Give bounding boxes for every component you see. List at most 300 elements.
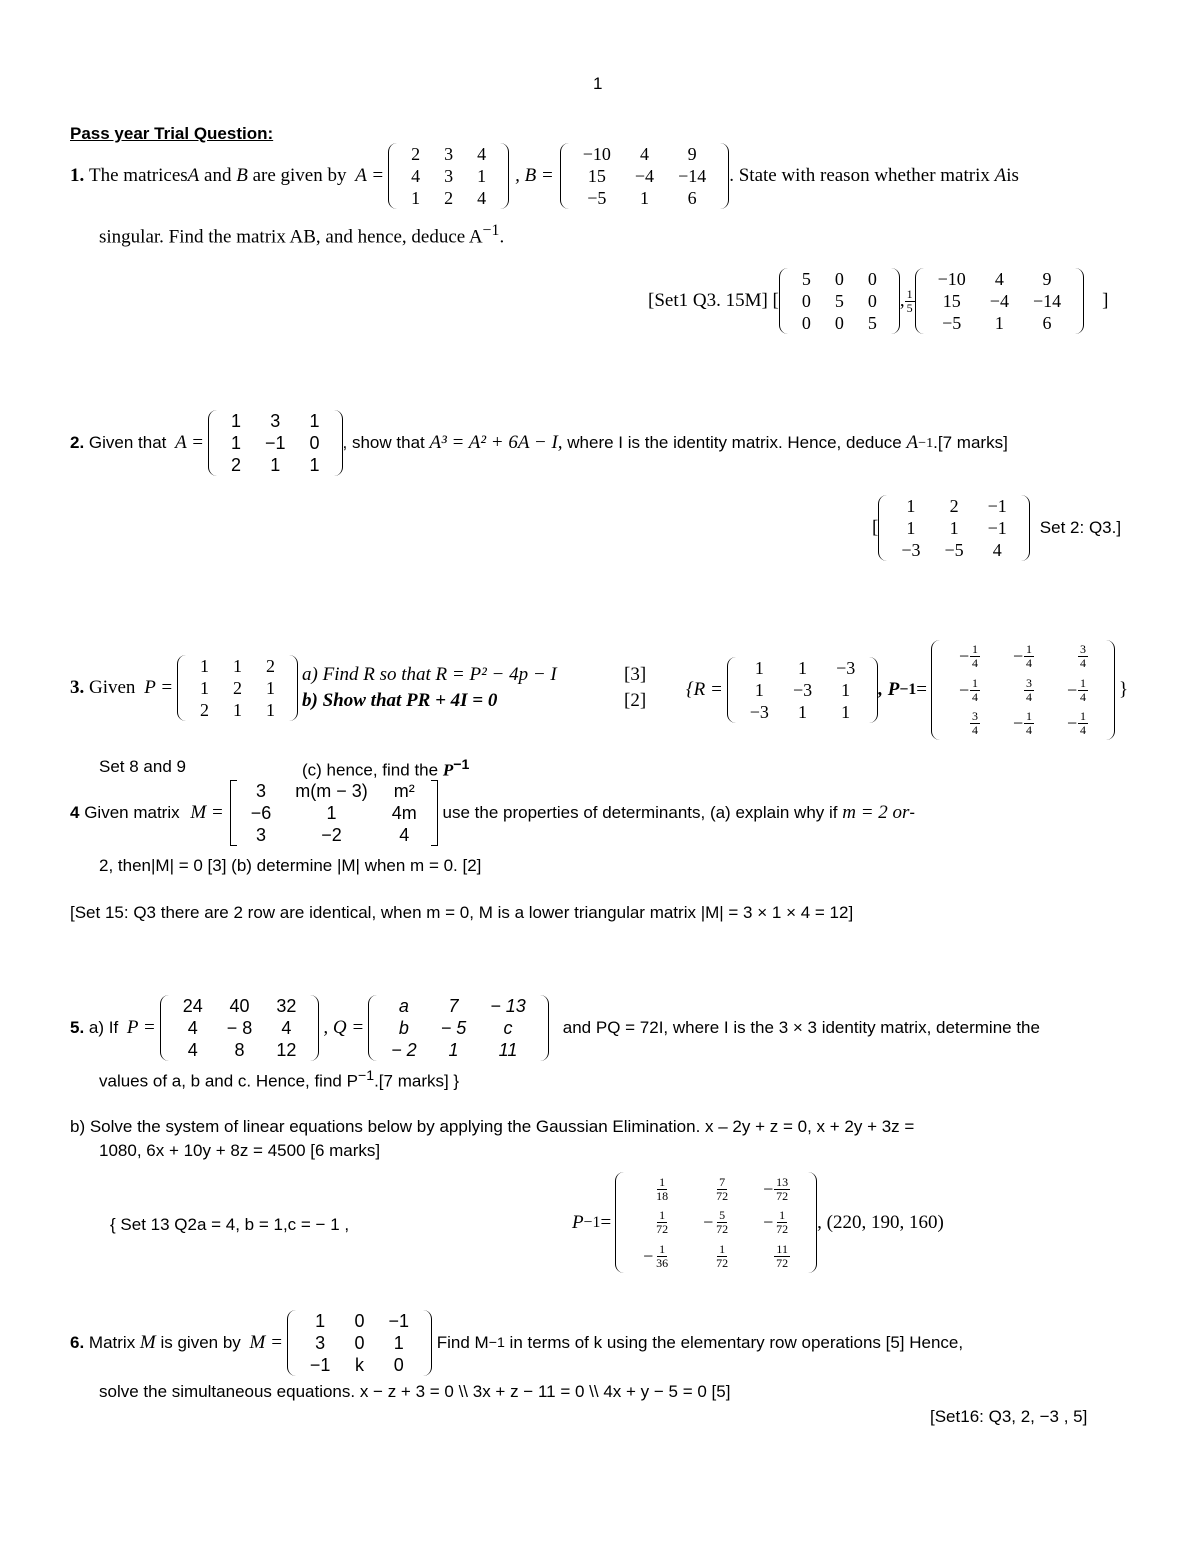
matrix-cell: 1 (448, 1040, 459, 1060)
equals-label: A = (175, 432, 204, 453)
matrix-cell (996, 640, 1050, 673)
matrix-cell: −14 (1032, 291, 1062, 311)
matrix-cell (686, 1172, 746, 1205)
numerator: 1 (719, 1241, 726, 1256)
matrix-cell: 0 (309, 433, 320, 453)
matrix-cell: 4 (477, 188, 487, 208)
matrix-row (626, 1239, 806, 1272)
fraction (970, 643, 980, 670)
superscript: −1 (583, 1213, 601, 1231)
matrix-cell: m² (393, 781, 415, 801)
question-number: 4 (70, 803, 80, 822)
matrix-cell: 3 (444, 144, 454, 164)
p-inverse-label: P (572, 1211, 584, 1233)
text: values of a, b and c. Hence, find P (99, 1071, 358, 1091)
matrix-cell: 1 (309, 411, 320, 431)
matrix-cell: 0 (393, 1355, 404, 1375)
equals-label: M = (190, 802, 224, 823)
numerator: 1 (779, 1208, 786, 1223)
matrix-row (219, 410, 332, 432)
matrix-cell: 9 (687, 144, 697, 164)
matrix-cell: 11 (498, 1040, 518, 1060)
text: . (499, 226, 505, 248)
matrix-row (171, 1017, 309, 1039)
matrix-row (379, 1039, 538, 1061)
matrix-row (239, 824, 429, 846)
matrix-cell: 1 (477, 166, 487, 186)
matrix-cell: 40 (229, 996, 250, 1016)
matrix-cell: 4 (399, 825, 410, 845)
denominator: 4 (972, 689, 979, 704)
numerator: 13 (776, 1174, 789, 1189)
matrix-cell: 3 (270, 411, 281, 431)
matrix-cell: −3 (836, 658, 856, 678)
matrix-row (926, 268, 1073, 290)
matrix-row (188, 655, 287, 677)
matrix-a (208, 410, 343, 476)
denominator: 4 (1026, 723, 1033, 738)
fraction (1024, 677, 1034, 704)
text: Find M (432, 1333, 489, 1352)
denominator: 36 (656, 1255, 669, 1270)
matrix-cell: 6 (687, 188, 697, 208)
matrix-cell: 1 (233, 700, 243, 720)
numerator: 3 (1026, 675, 1033, 690)
fraction (1078, 710, 1088, 737)
matrix-cell (626, 1206, 686, 1239)
denominator: 5 (906, 300, 913, 315)
question-3-part-c (302, 757, 469, 781)
matrix-cell: −10 (582, 144, 611, 164)
marks: .[7 marks] (933, 433, 1008, 452)
matrix-cell: 1 (841, 680, 851, 700)
answer-matrix-1 (779, 268, 900, 334)
matrix-row (188, 699, 287, 721)
matrix-cell: 3 (315, 1333, 326, 1353)
matrix-cell: −5 (944, 540, 964, 560)
matrix-p (160, 995, 320, 1061)
matrix-cell (1050, 707, 1104, 740)
matrix-cell (996, 673, 1050, 706)
denominator: 72 (776, 1255, 789, 1270)
matrix-cell: 1 (754, 658, 764, 678)
matrix-cell: −4 (989, 291, 1009, 311)
matrix-row (219, 454, 332, 476)
matrix-cell (942, 707, 996, 740)
answer-prefix: [ (872, 517, 879, 538)
numerator: 3 (1080, 642, 1087, 657)
question-number: 2. (70, 433, 85, 452)
text: - (909, 803, 916, 822)
answer-matrix-p-inverse (931, 640, 1115, 740)
matrix-q (368, 995, 549, 1061)
matrix-cell: 4 (411, 166, 421, 186)
equals-label: M = (249, 1332, 283, 1353)
question-2-answer (872, 495, 1121, 561)
question-3-answer (686, 630, 1128, 750)
numerator: 3 (972, 709, 979, 724)
fraction (654, 1243, 670, 1270)
matrix-row (942, 707, 1104, 740)
matrix-p (177, 655, 298, 721)
matrix-cell: −14 (678, 166, 707, 186)
part-b: b) Show that PR + 4I = 0 (302, 690, 498, 711)
matrix-cell (746, 1206, 806, 1239)
equals-label: P = (126, 1017, 156, 1038)
matrix-row (219, 432, 332, 454)
matrix-cell: −2 (321, 825, 342, 845)
matrix-cell (686, 1239, 746, 1272)
denominator: 72 (716, 1255, 729, 1270)
equals-label: A = (355, 165, 385, 186)
matrix-cell: −3 (749, 702, 769, 722)
numerator: 1 (659, 1208, 666, 1223)
matrix-cell: 1 (266, 700, 276, 720)
matrix-cell: −1 (264, 433, 286, 453)
matrix-cell: −5 (587, 188, 607, 208)
text: and PQ = 72I, where I is the 3 × 3 identity matrix, determine the (562, 1018, 1040, 1037)
text: The matrices (89, 165, 188, 186)
matrix-cell: −1 (987, 496, 1007, 516)
text: is given by (155, 1333, 246, 1352)
matrix-cell: 3 (255, 781, 266, 801)
equals-label: , B = (515, 165, 554, 186)
denominator: 4 (1026, 689, 1033, 704)
matrix-cell: 6 (1042, 313, 1052, 333)
matrix-cell: 1 (906, 518, 916, 538)
matrix-cell: 7 (448, 996, 459, 1016)
fraction (774, 1243, 790, 1270)
matrix-m (230, 780, 438, 846)
matrix-cell: 4 (992, 540, 1002, 560)
matrix-m (287, 1310, 432, 1376)
matrix-row (379, 1017, 538, 1039)
numerator: 1 (659, 1174, 666, 1189)
matrix-row (926, 312, 1073, 334)
matrix-cell: 0 (867, 291, 877, 311)
matrix-cell: 2 (411, 144, 421, 164)
matrix-row (171, 1039, 309, 1061)
matrix-row (926, 290, 1073, 312)
question-number: 1. (70, 165, 85, 186)
matrix-cell: a (398, 996, 409, 1016)
fraction (970, 710, 980, 737)
matrix-cell: − 8 (226, 1018, 253, 1038)
matrix-cell: 1 (230, 433, 241, 453)
matrix-cell: 0 (834, 313, 844, 333)
matrix-cell: 2 (266, 656, 276, 676)
answer-suffix: Set 2: Q3.] (1039, 518, 1122, 537)
superscript: −1 (453, 757, 470, 773)
superscript: −1 (357, 1068, 375, 1084)
matrix-cell: −5 (942, 313, 962, 333)
matrix-cell: 5 (834, 291, 844, 311)
matrix-cell: 4 (187, 1018, 198, 1038)
matrix-row (571, 165, 718, 187)
numerator: 11 (776, 1241, 788, 1256)
matrix-cell: 0 (801, 291, 811, 311)
question-5b-line1: b) Solve the system of linear equations below by applying the Gaussian Elimination. x – 2y + z = 0, x + 2y + 3z = (70, 1117, 915, 1136)
answer-r-label: {R = (686, 679, 723, 700)
matrix-cell (996, 707, 1050, 740)
question-6-line2: solve the simultaneous equations. x − z + 3 = 0 \\ 3x + z − 11 = 0 \\ 4x + y − 5 = 0 [5] (99, 1382, 731, 1401)
matrix-row (626, 1206, 806, 1239)
question-4-line (70, 780, 915, 846)
question-1-line2 (99, 222, 504, 248)
matrix-cell: 0 (867, 269, 877, 289)
matrix-cell: 1 (230, 411, 241, 431)
numerator: 1 (1026, 642, 1033, 657)
text: (c) hence, find the (302, 760, 443, 780)
text: . State with reason whether matrix (729, 165, 995, 186)
matrix-row (571, 187, 718, 209)
matrix-cell (626, 1172, 686, 1205)
matrix-b (560, 143, 729, 209)
sign: − (1012, 646, 1024, 667)
fraction (1078, 643, 1088, 670)
matrix-cell: 32 (276, 996, 297, 1016)
matrix-cell: 4 (994, 269, 1004, 289)
matrix-cell: 9 (1042, 269, 1052, 289)
denominator: 4 (1026, 656, 1033, 671)
matrix-cell: 0 (354, 1333, 365, 1353)
numerator: 5 (719, 1208, 726, 1223)
matrix-cell: −1 (987, 518, 1007, 538)
page-number: 1 (593, 74, 603, 93)
text: Given (84, 677, 141, 698)
matrix-row (942, 673, 1104, 706)
matrix-cell: 4 (639, 144, 649, 164)
question-2-line (70, 410, 1008, 476)
matrix-cell (1050, 640, 1104, 673)
matrix-cell: k (354, 1355, 364, 1375)
matrix-cell: 12 (276, 1040, 297, 1060)
fraction (774, 1176, 790, 1203)
matrix-cell: 1 (798, 658, 808, 678)
matrix-row (942, 640, 1104, 673)
matrix-row (239, 802, 429, 824)
sign: − (1066, 713, 1078, 734)
numerator: 1 (1026, 709, 1033, 724)
matrix-cell: m(m − 3) (295, 781, 368, 801)
sign: − (703, 1212, 714, 1233)
matrix-row (298, 1310, 421, 1332)
matrix-cell: 5 (867, 313, 877, 333)
equals-label: P = (144, 677, 174, 698)
matrix-cell: 1 (326, 803, 337, 823)
matrix-cell: 1 (906, 496, 916, 516)
answer-matrix-r (727, 657, 878, 723)
matrix-row (889, 539, 1018, 561)
matrix-a (388, 143, 509, 209)
answer-prefix: [Set1 Q3. 15M] [ (648, 290, 779, 311)
var-p: P (442, 760, 454, 780)
matrix-cell: c (503, 1018, 513, 1038)
question-4-answer: [Set 15: Q3 there are 2 row are identical, when m = 0, M is a lower triangular matrix |M| = 3 × 1 × 4 = 12] (70, 903, 854, 922)
var-a: A (906, 432, 919, 453)
matrix-cell: 2 (444, 188, 454, 208)
matrix-cell: 8 (234, 1040, 245, 1060)
matrix-row (571, 143, 718, 165)
text: where I is the identity matrix. Hence, deduce (562, 433, 907, 452)
text: .[7 marks] } (374, 1071, 460, 1091)
matrix-cell: 1 (233, 656, 243, 676)
separator: , (899, 290, 905, 311)
matrix-cell: 4 (281, 1018, 292, 1038)
sign: − (763, 1212, 774, 1233)
matrix-row (379, 995, 538, 1017)
matrix-cell: 0 (801, 313, 811, 333)
denominator: 4 (972, 656, 979, 671)
question-5-answer-p-inverse (572, 1160, 944, 1285)
matrix-cell: 1 (754, 680, 764, 700)
sign: − (958, 646, 970, 667)
matrix-cell: 1 (994, 313, 1004, 333)
question-6-line (70, 1310, 963, 1376)
matrix-cell (1050, 673, 1104, 706)
matrix-cell: 5 (801, 269, 811, 289)
equals-label: = (916, 679, 928, 700)
var-m: M (139, 1332, 156, 1353)
matrix-cell: 2 (949, 496, 959, 516)
matrix-cell: 1 (798, 702, 808, 722)
denominator: 4 (1080, 723, 1087, 738)
sign: − (958, 679, 970, 700)
matrix-row (399, 187, 498, 209)
matrix-cell: −3 (792, 680, 813, 700)
fraction (714, 1176, 730, 1203)
matrix-cell (626, 1239, 686, 1272)
sign: − (763, 1178, 774, 1199)
matrix-cell: − 13 (490, 996, 526, 1016)
matrix-row (188, 677, 287, 699)
matrix-cell (942, 673, 996, 706)
numerator: 1 (972, 675, 979, 690)
matrix-row (298, 1332, 421, 1354)
matrix-row (239, 780, 429, 802)
question-5-line (70, 995, 1040, 1061)
matrix-cell: 3 (255, 825, 266, 845)
condition: m = 2 or (842, 802, 910, 823)
text: Given matrix (79, 803, 185, 822)
text: are given by (247, 165, 352, 186)
text: and (199, 165, 237, 186)
matrix-cell: −4 (634, 166, 655, 186)
formula: A³ = A² + 6A − I, (429, 432, 563, 453)
text: , show that (342, 433, 430, 452)
superscript: −1 (918, 434, 934, 451)
answer-suffix: ] (1102, 290, 1109, 311)
matrix-row (889, 495, 1018, 517)
sign: − (643, 1245, 654, 1266)
fraction (714, 1243, 730, 1270)
marks: [3] (624, 664, 647, 685)
matrix-cell: −6 (250, 803, 272, 823)
solution-tuple: , (220, 190, 160) (817, 1211, 944, 1233)
answer-matrix (878, 495, 1029, 561)
fraction (654, 1176, 670, 1203)
denominator: 72 (716, 1222, 729, 1237)
numerator: 7 (719, 1174, 726, 1189)
text: a) If (84, 1018, 123, 1037)
numerator: 1 (659, 1241, 666, 1256)
text: Given that (84, 433, 172, 452)
matrix-cell: −3 (901, 540, 921, 560)
matrix-cell: 4 (187, 1040, 198, 1060)
fraction (774, 1209, 790, 1236)
text: use the properties of determinants, (a) explain why if (437, 803, 843, 822)
denominator: 72 (776, 1222, 789, 1237)
matrix-row (790, 268, 889, 290)
text: singular. Find the matrix AB, and hence, deduce A (99, 226, 483, 248)
matrix-cell: 1 (200, 678, 210, 698)
matrix-cell: 24 (182, 996, 203, 1016)
denominator: 72 (656, 1222, 669, 1237)
answer-matrix-2 (915, 268, 1084, 334)
close-brace: } (1119, 679, 1129, 700)
var-a: A (994, 165, 1007, 186)
matrix-cell: −10 (937, 269, 966, 289)
matrix-cell: 1 (841, 702, 851, 722)
p-inverse-label: , P (878, 679, 900, 700)
superscript: −1 (488, 1335, 505, 1351)
fraction (714, 1209, 730, 1236)
matrix-cell: − 5 (440, 1018, 467, 1038)
matrix-cell: 1 (393, 1333, 404, 1353)
sign: − (1066, 679, 1078, 700)
matrix-cell: 1 (270, 455, 281, 475)
superscript: −1 (482, 222, 500, 239)
denominator: 4 (1080, 689, 1087, 704)
question-1-answer (648, 268, 1108, 334)
matrix-cell (686, 1206, 746, 1239)
matrix-cell: 0 (354, 1311, 365, 1331)
matrix-row (626, 1172, 806, 1205)
fraction (1024, 643, 1034, 670)
matrix-cell: − 2 (391, 1040, 417, 1060)
matrix-cell: −1 (388, 1311, 409, 1331)
var-b: B (236, 165, 248, 186)
matrix-cell: 2 (230, 455, 241, 475)
matrix-row (738, 679, 867, 701)
question-4-line2: 2, then|M| = 0 [3] (b) determine |M| when m = 0. [2] (99, 856, 482, 875)
matrix-row (738, 657, 867, 679)
matrix-cell (746, 1172, 806, 1205)
question-3-line (70, 655, 646, 721)
fraction (905, 288, 915, 315)
matrix-cell: 15 (942, 291, 961, 311)
denominator: 4 (972, 723, 979, 738)
text: is (1006, 165, 1019, 186)
fraction (1078, 677, 1088, 704)
denominator: 72 (716, 1188, 729, 1203)
part-a: a) Find R so that R = P² − 4p − I (302, 664, 557, 685)
matrix-cell: 1 (200, 656, 210, 676)
matrix-row (399, 143, 498, 165)
question-5-answer-values: { Set 13 Q2a = 4, b = 1,c = − 1 , (110, 1215, 350, 1234)
denominator: 18 (656, 1188, 669, 1203)
matrix-cell: 15 (587, 166, 606, 186)
matrix-cell (942, 640, 996, 673)
numerator: 1 (906, 286, 913, 301)
matrix-cell: 2 (233, 678, 243, 698)
numerator: 1 (1080, 675, 1087, 690)
matrix-cell: 1 (315, 1311, 326, 1331)
question-3-set: Set 8 and 9 (99, 757, 186, 776)
matrix-row (399, 165, 498, 187)
page-heading: Pass year Trial Question: (70, 124, 274, 143)
fraction (654, 1209, 670, 1236)
